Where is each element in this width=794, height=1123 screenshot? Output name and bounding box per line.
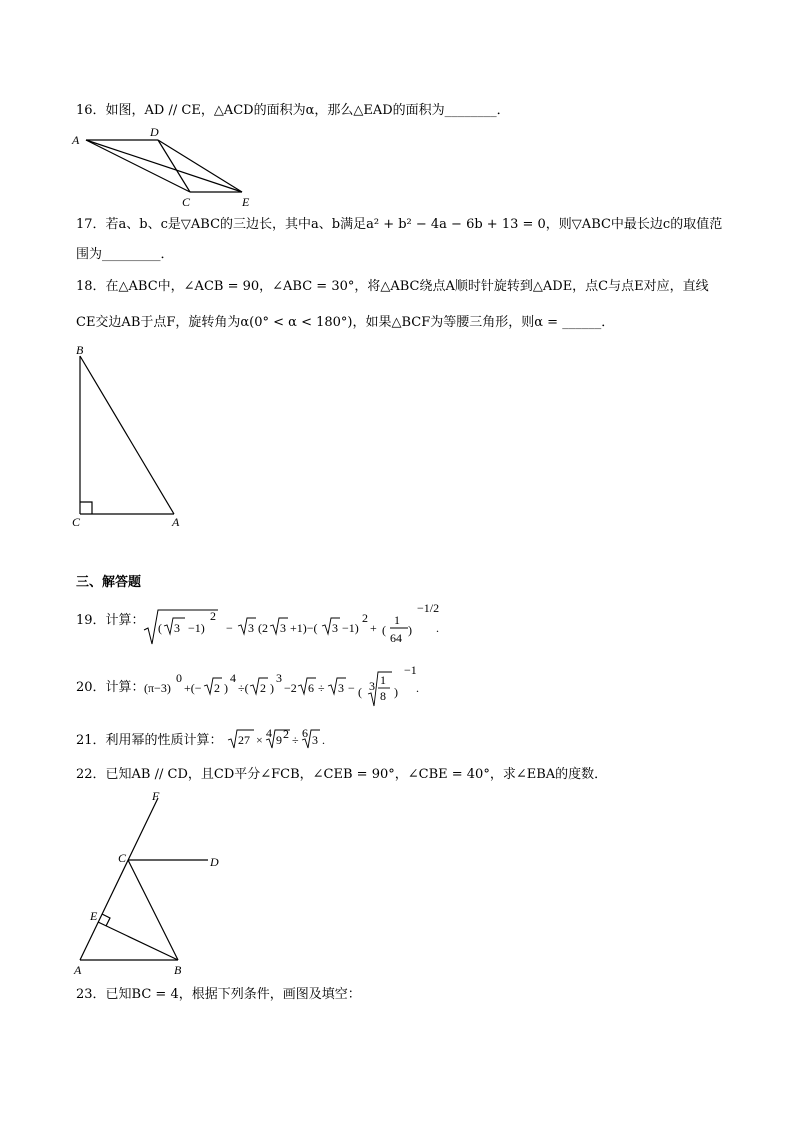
question-19 <box>76 612 145 652</box>
svg-text:2: 2 <box>362 611 368 625</box>
svg-text:): ) <box>408 623 412 637</box>
svg-text:−1): −1) <box>188 621 205 635</box>
svg-text:(: ( <box>358 685 362 699</box>
question-17-line1: 17．若a、b、c是▽ABC的三边长，其中a、b满足a² + b² − 4a − 6b + 13 = 0，则▽ABC中最长边c的取值范 <box>76 217 723 232</box>
q20-prefix: 20．计算： <box>76 680 145 695</box>
svg-text:(: ( <box>382 623 386 637</box>
svg-text:(π−3): (π−3) <box>144 681 171 695</box>
question-18-line2: CE交边AB于点F，旋转角为α(0° < α < 180°)，如果△BCF为等腰三角形，则α = ______． <box>76 315 615 330</box>
label-D: D <box>210 855 219 869</box>
svg-text:1: 1 <box>380 673 386 687</box>
svg-text:÷: ÷ <box>318 681 325 695</box>
svg-text:−1/2: −1/2 <box>417 601 440 615</box>
question-16: 16．如图，AD // CE，△ACD的面积为α，那么△EAD的面积为________． <box>76 103 510 118</box>
label-E: E <box>90 909 98 923</box>
label-D: D <box>150 125 159 139</box>
svg-text:−1: −1 <box>404 663 417 677</box>
label-A: A <box>172 515 180 529</box>
svg-text:2: 2 <box>260 681 266 695</box>
svg-text:−1): −1) <box>342 621 359 635</box>
svg-text:3: 3 <box>248 621 254 635</box>
svg-text:−: − <box>348 681 355 695</box>
section-heading: 三、解答题 <box>76 575 142 590</box>
svg-text:0: 0 <box>176 671 182 685</box>
question-20 <box>76 679 145 697</box>
svg-text:3: 3 <box>276 671 282 685</box>
svg-text:4: 4 <box>266 726 272 740</box>
question-17-line2: 围为_________． <box>76 247 174 262</box>
svg-text:6: 6 <box>302 726 308 740</box>
label-B: B <box>76 343 84 357</box>
label-B: B <box>174 963 182 977</box>
svg-text:3: 3 <box>369 679 375 693</box>
figure-18-right-triangle <box>70 344 190 530</box>
svg-text:3: 3 <box>332 621 338 635</box>
label-E: E <box>242 195 250 209</box>
svg-text:): ) <box>270 681 274 695</box>
svg-text:8: 8 <box>380 689 386 703</box>
label-C: C <box>72 515 81 529</box>
svg-text:2: 2 <box>210 609 216 623</box>
svg-text:−2: −2 <box>284 681 297 695</box>
svg-text:.: . <box>322 733 325 747</box>
svg-text:): ) <box>224 681 228 695</box>
svg-text:1: 1 <box>394 613 400 627</box>
q21-prefix: 21．利用幂的性质计算： <box>76 733 223 748</box>
svg-text:3: 3 <box>280 621 286 635</box>
q21-formula <box>226 726 336 752</box>
label-F: F <box>152 789 160 803</box>
svg-text:9: 9 <box>276 733 282 747</box>
svg-text:4: 4 <box>230 671 236 685</box>
svg-text:.: . <box>416 681 419 695</box>
svg-text:(: ( <box>158 621 162 635</box>
label-C: C <box>118 851 127 865</box>
svg-text:3: 3 <box>312 733 318 747</box>
svg-text:(2: (2 <box>258 621 268 635</box>
question-22: 22．已知AB // CD，且CD平分∠FCB，∠CEB = 90°，∠CBE = 40°，求∠EBA的度数． <box>76 767 608 782</box>
svg-text:+1)−(: +1)−( <box>290 621 318 635</box>
svg-text:+(−: +(− <box>184 681 202 695</box>
svg-text:+: + <box>370 621 377 635</box>
svg-text:÷(: ÷( <box>238 681 249 695</box>
figure-22 <box>70 790 230 978</box>
svg-text:÷: ÷ <box>292 733 299 747</box>
q19-prefix: 19．计算： <box>76 613 145 628</box>
label-A: A <box>72 133 80 147</box>
question-23: 23．已知BC = 4，根据下列条件，画图及填空： <box>76 987 361 1002</box>
label-C: C <box>182 195 191 209</box>
label-A: A <box>74 963 82 977</box>
question-21 <box>76 732 223 750</box>
question-18-line1: 18．在△ABC中，∠ACB = 90，∠ABC = 30°，将△ABC绕点A顺时针旋转到△ADE，点C与点E对应，直线 <box>76 279 709 294</box>
svg-text:2: 2 <box>283 727 289 741</box>
svg-text:64: 64 <box>390 631 402 645</box>
svg-text:27: 27 <box>238 733 250 747</box>
q19-formula <box>142 601 442 652</box>
figure-16-parallelogram <box>70 124 260 208</box>
svg-text:−: − <box>226 621 233 635</box>
svg-text:3: 3 <box>174 621 180 635</box>
q20-formula <box>142 663 432 714</box>
svg-text:3: 3 <box>338 681 344 695</box>
svg-text:.: . <box>436 621 439 635</box>
svg-text:6: 6 <box>308 681 314 695</box>
svg-text:2: 2 <box>214 681 220 695</box>
svg-text:): ) <box>394 685 398 699</box>
svg-text:×: × <box>256 733 263 747</box>
